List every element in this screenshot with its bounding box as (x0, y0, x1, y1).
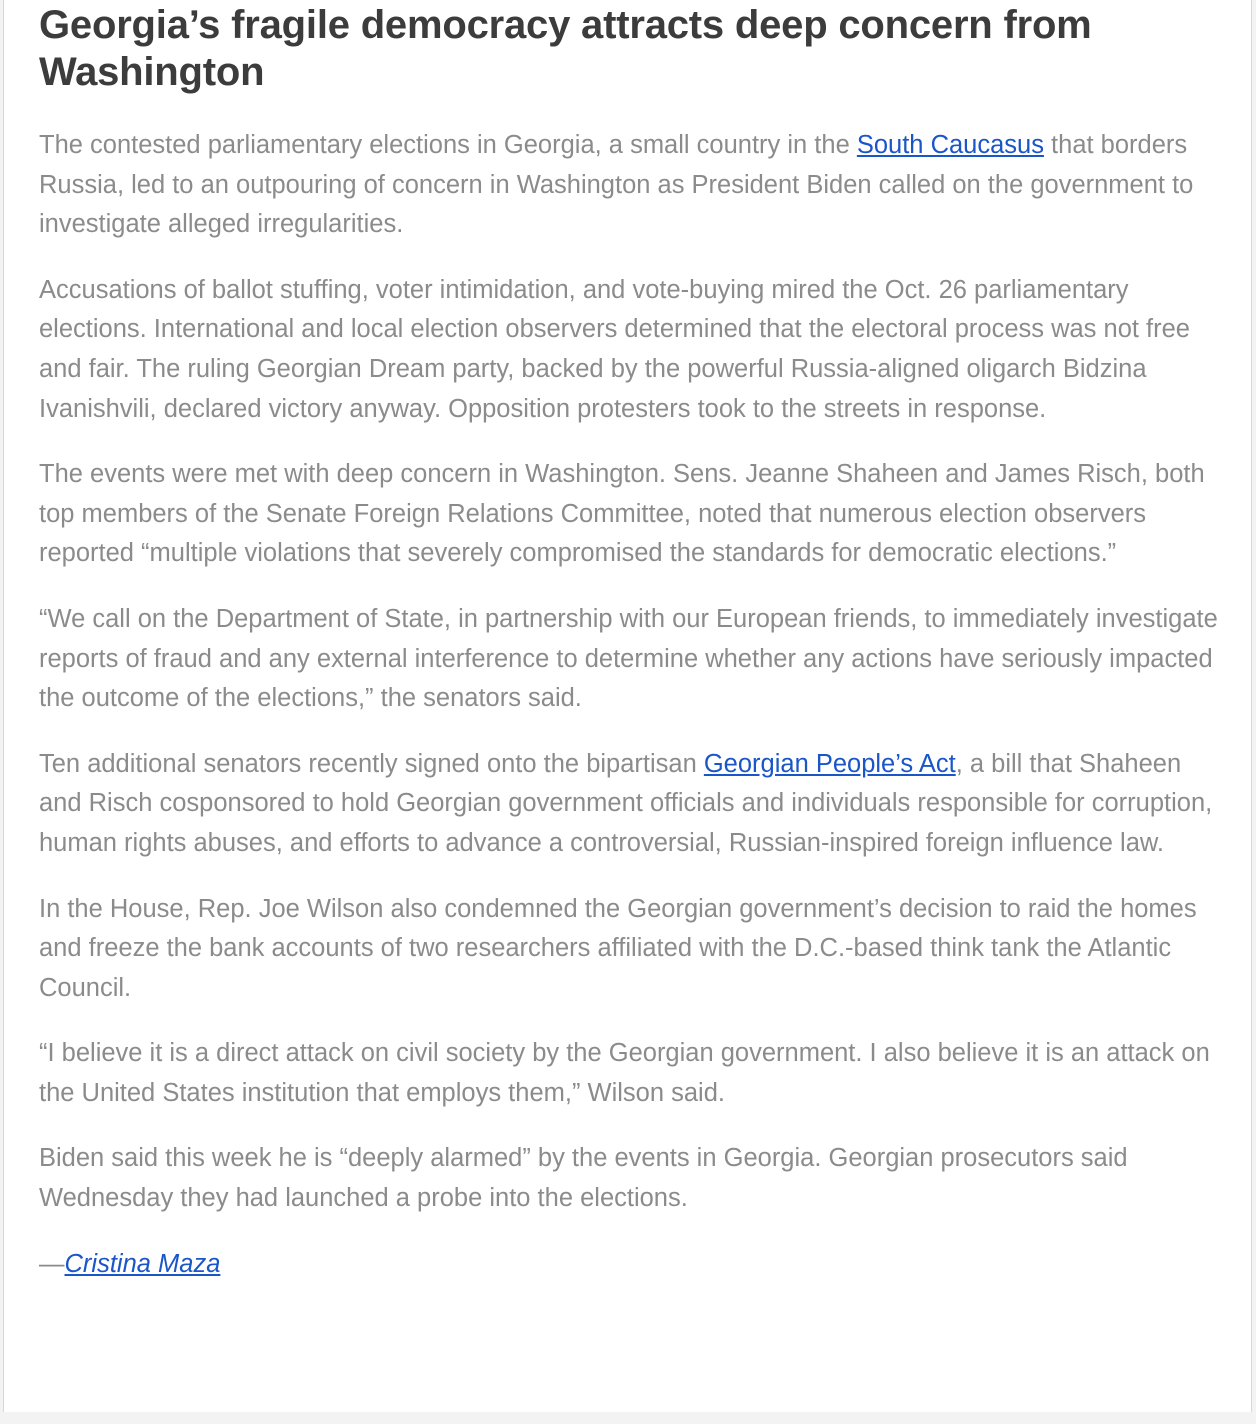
georgian-peoples-act-link[interactable]: Georgian People’s Act (703, 749, 956, 778)
paragraph-4: “We call on the Department of State, in partnership with our European friends, to immediately investigate reports of fraud and any external interference to determine whether any actions have seriously impacted the outcome of the elections,” the senators said. (39, 604, 1218, 713)
paragraph-1-text-after: that borders Russia, led to an outpouring of concern in Washington as President Biden called on the government to investigate alleged irregularities. (39, 131, 1194, 239)
paragraph-2: Accusations of ballot stuffing, voter intimidation, and vote-buying mired the Oct. 26 parliamentary elections. International and local election observers determined that the electoral process was not free and fair. The ruling Georgian Dream party, backed by the powerful Russia-aligned oligarch Bidzina Ivanishvili, declared victory anyway. Opposition protesters took to the streets in response. (39, 275, 1190, 423)
paragraph-5 (39, 745, 1219, 864)
paragraph-5-text-before: Ten additional senators recently signed onto the bipartisan (39, 749, 704, 778)
paragraph-3: The events were met with deep concern in Washington. Sens. Jeanne Shaheen and James Risch, both top members of the Senate Foreign Relations Committee, noted that numerous election observers reported “multiple violations that severely compromised the standards for democratic elections.” (39, 460, 1205, 568)
paragraph-5-text-after: , a bill that Shaheen and Risch cosponsored to hold Georgian government officials and individuals responsible for corruption, human rights abuses, and efforts to advance a controversial, Russian-inspired foreign influence law. (39, 749, 1213, 857)
article-title: Georgia’s fragile democracy attracts deep concern from Washington (39, 3, 1092, 94)
paragraph-8: Biden said this week he is “deeply alarmed” by the events in Georgia. Georgian prosecutors said Wednesday they had launched a probe into the elections. (39, 1144, 1128, 1213)
byline (39, 1245, 1219, 1285)
paragraph-1-text-before: The contested parliamentary elections in Georgia, a small country in the (39, 131, 857, 159)
article-card (3, 0, 1252, 1412)
south-caucasus-link[interactable]: South Caucasus (856, 131, 1044, 159)
paragraph-7: “I believe it is a direct attack on civil society by the Georgian government. I also believe it is an attack on the United States institution that employs them,” Wilson said. (39, 1039, 1210, 1107)
paragraph-1 (39, 126, 1219, 245)
byline-dash: — (39, 1249, 65, 1278)
article-content (39, 0, 1219, 1284)
author-link[interactable]: Cristina Maza (64, 1249, 221, 1278)
paragraph-6: In the House, Rep. Joe Wilson also condemned the Georgian government’s decision to raid the homes and freeze the bank accounts of two researchers affiliated with the D.C.-based think tank the Atlantic Council. (39, 894, 1197, 1002)
